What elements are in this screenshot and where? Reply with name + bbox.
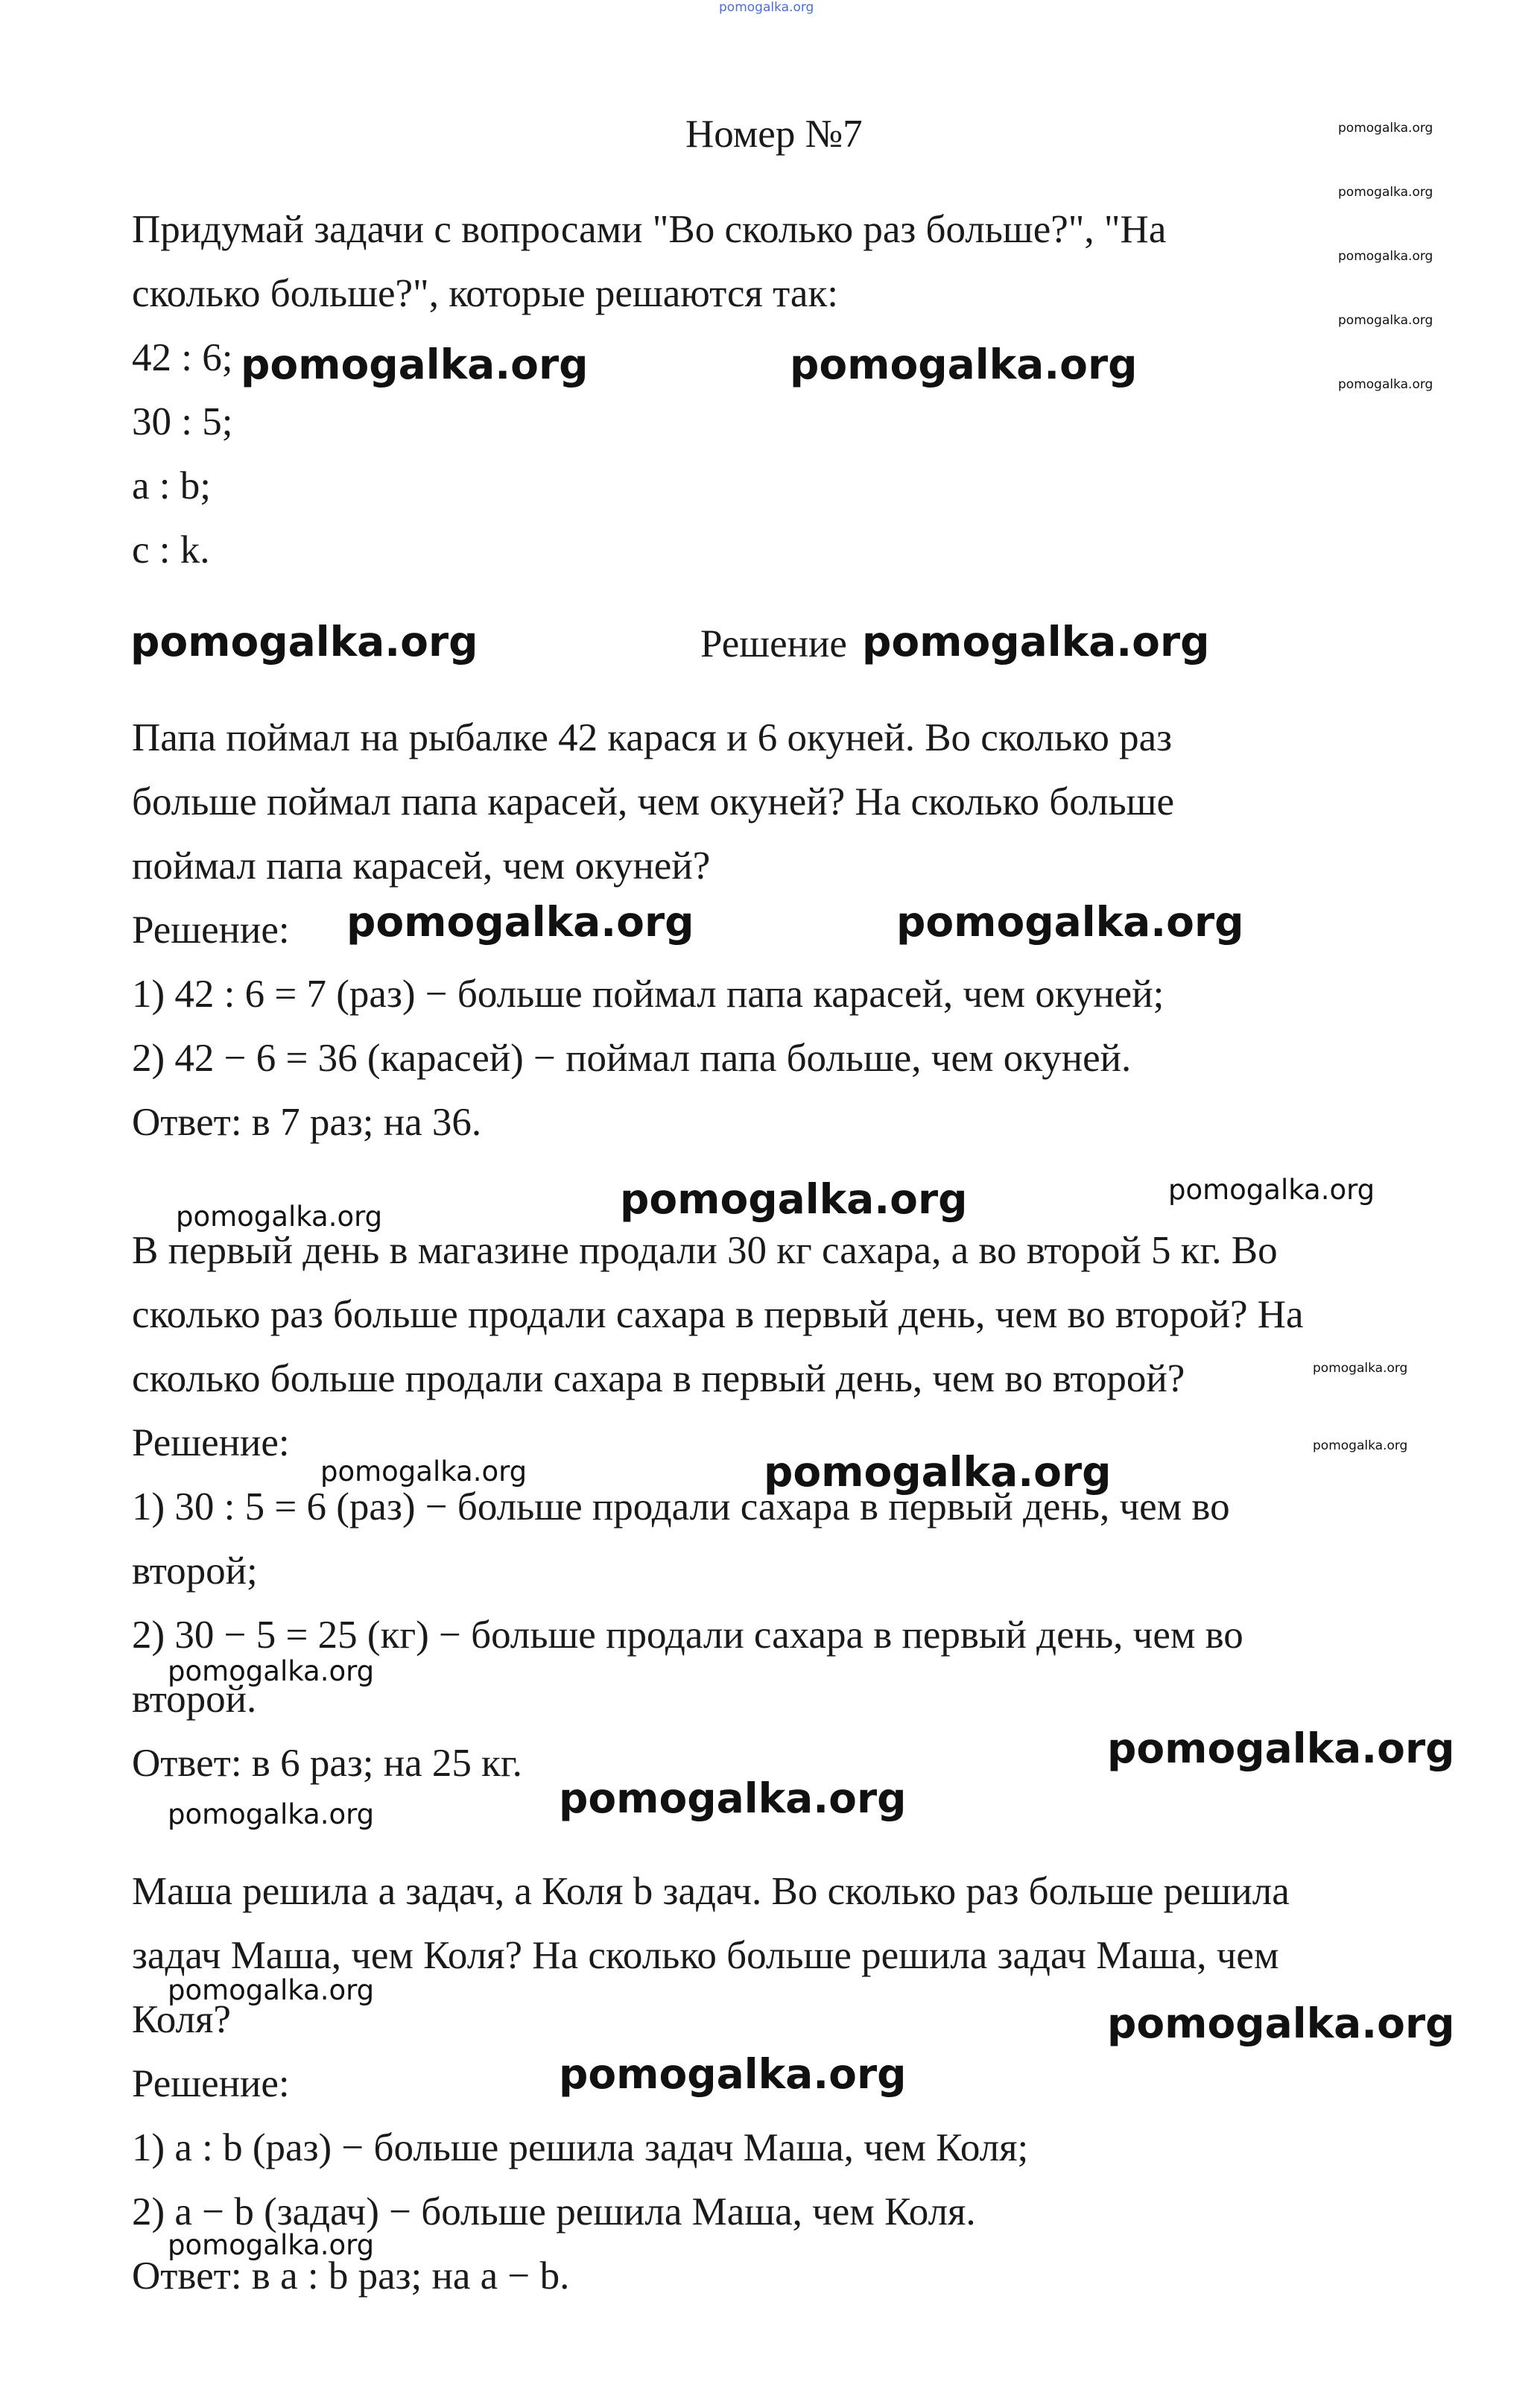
problem2-step-2-cont: второй.: [132, 1678, 257, 1721]
problem3-line-3: Коля?: [132, 1998, 231, 2041]
problem2-line-2: сколько раз больше продали сахара в первый день, чем во второй? На: [132, 1293, 1304, 1336]
watermark: pomogalka.org: [559, 2050, 907, 2098]
problem1-solution-label: Решение:: [132, 908, 290, 952]
problem3-line-1: Маша решила a задач, а Коля b задач. Во сколько раз больше решила: [132, 1870, 1290, 1913]
task-expr-1: 42 : 6;: [132, 336, 233, 379]
watermark: pomogalka.org: [168, 1798, 375, 1830]
watermark: pomogalka.org: [790, 341, 1138, 388]
problem1-line-2: больше поймал папа карасей, чем окуней? На сколько больше: [132, 780, 1175, 824]
watermark: pomogalka.org: [620, 1175, 968, 1223]
solution-heading: Решение: [700, 622, 847, 666]
problem2-line-1: В первый день в магазине продали 30 кг сахара, а во второй 5 кг. Во: [132, 1229, 1278, 1272]
problem3-solution-label: Решение:: [132, 2062, 290, 2105]
problem2-answer: Ответ: в 6 раз; на 25 кг.: [132, 1742, 522, 1785]
watermark: pomogalka.org: [241, 341, 589, 388]
watermark: pomogalka.org: [1107, 2000, 1455, 2047]
watermark: pomogalka.org: [896, 898, 1244, 946]
watermark: pomogalka.org: [1313, 1438, 1408, 1453]
watermark: pomogalka.org: [1338, 249, 1433, 264]
task-expr-3: a : b;: [132, 464, 211, 508]
watermark: pomogalka.org: [130, 618, 478, 666]
task-expr-4: c : k.: [132, 528, 210, 572]
watermark: pomogalka.org: [168, 2229, 375, 2261]
problem3-step-1: 1) a : b (раз) − больше решила задач Маша, чем Коля;: [132, 2126, 1029, 2169]
watermark: pomogalka.org: [1338, 185, 1433, 200]
problem1-line-3: поймал папа карасей, чем окуней?: [132, 844, 711, 888]
problem1-line-1: Папа поймал на рыбалке 42 карася и 6 окуней. Во сколько раз: [132, 716, 1173, 759]
problem1-step-2: 2) 42 − 6 = 36 (карасей) − поймал папа больше, чем окуней.: [132, 1037, 1132, 1080]
problem1-answer: Ответ: в 7 раз; на 36.: [132, 1101, 482, 1144]
header-watermark: pomogalka.org: [719, 0, 814, 15]
problem2-line-3: сколько больше продали сахара в первый день, чем во второй?: [132, 1357, 1185, 1400]
task-line-1: Придумай задачи с вопросами "Во сколько раз больше?", "На: [132, 208, 1167, 251]
problem2-step-1-cont: второй;: [132, 1549, 258, 1593]
task-expr-2: 30 : 5;: [132, 400, 233, 443]
watermark: pomogalka.org: [176, 1201, 383, 1233]
problem2-step-1: 1) 30 : 5 = 6 (раз) − больше продали сахара в первый день, чем во: [132, 1485, 1230, 1529]
watermark: pomogalka.org: [168, 1974, 375, 2006]
watermark: pomogalka.org: [862, 618, 1210, 666]
task-line-2: сколько больше?", которые решаются так:: [132, 272, 838, 315]
watermark: pomogalka.org: [1338, 377, 1433, 392]
page-title: Номер №7: [685, 113, 863, 156]
watermark: pomogalka.org: [346, 898, 694, 946]
watermark: pomogalka.org: [1313, 1361, 1408, 1376]
watermark: pomogalka.org: [1168, 1174, 1375, 1206]
watermark: pomogalka.org: [168, 1655, 375, 1687]
problem2-step-2: 2) 30 − 5 = 25 (кг) − больше продали сахара в первый день, чем во: [132, 1613, 1243, 1657]
watermark: pomogalka.org: [1338, 121, 1433, 136]
problem3-step-2: 2) a − b (задач) − больше решила Маша, чем Коля.: [132, 2190, 976, 2234]
watermark: pomogalka.org: [764, 1448, 1112, 1496]
watermark: pomogalka.org: [320, 1455, 527, 1488]
watermark: pomogalka.org: [1107, 1725, 1455, 1772]
problem3-line-2: задач Маша, чем Коля? На сколько больше решила задач Маша, чем: [132, 1934, 1279, 1977]
watermark: pomogalka.org: [559, 1774, 907, 1822]
problem1-step-1: 1) 42 : 6 = 7 (раз) − больше поймал папа карасей, чем окуней;: [132, 973, 1164, 1016]
watermark: pomogalka.org: [1338, 313, 1433, 328]
problem2-solution-label: Решение:: [132, 1421, 290, 1464]
problem3-answer: Ответ: в a : b раз; на a − b.: [132, 2254, 570, 2298]
